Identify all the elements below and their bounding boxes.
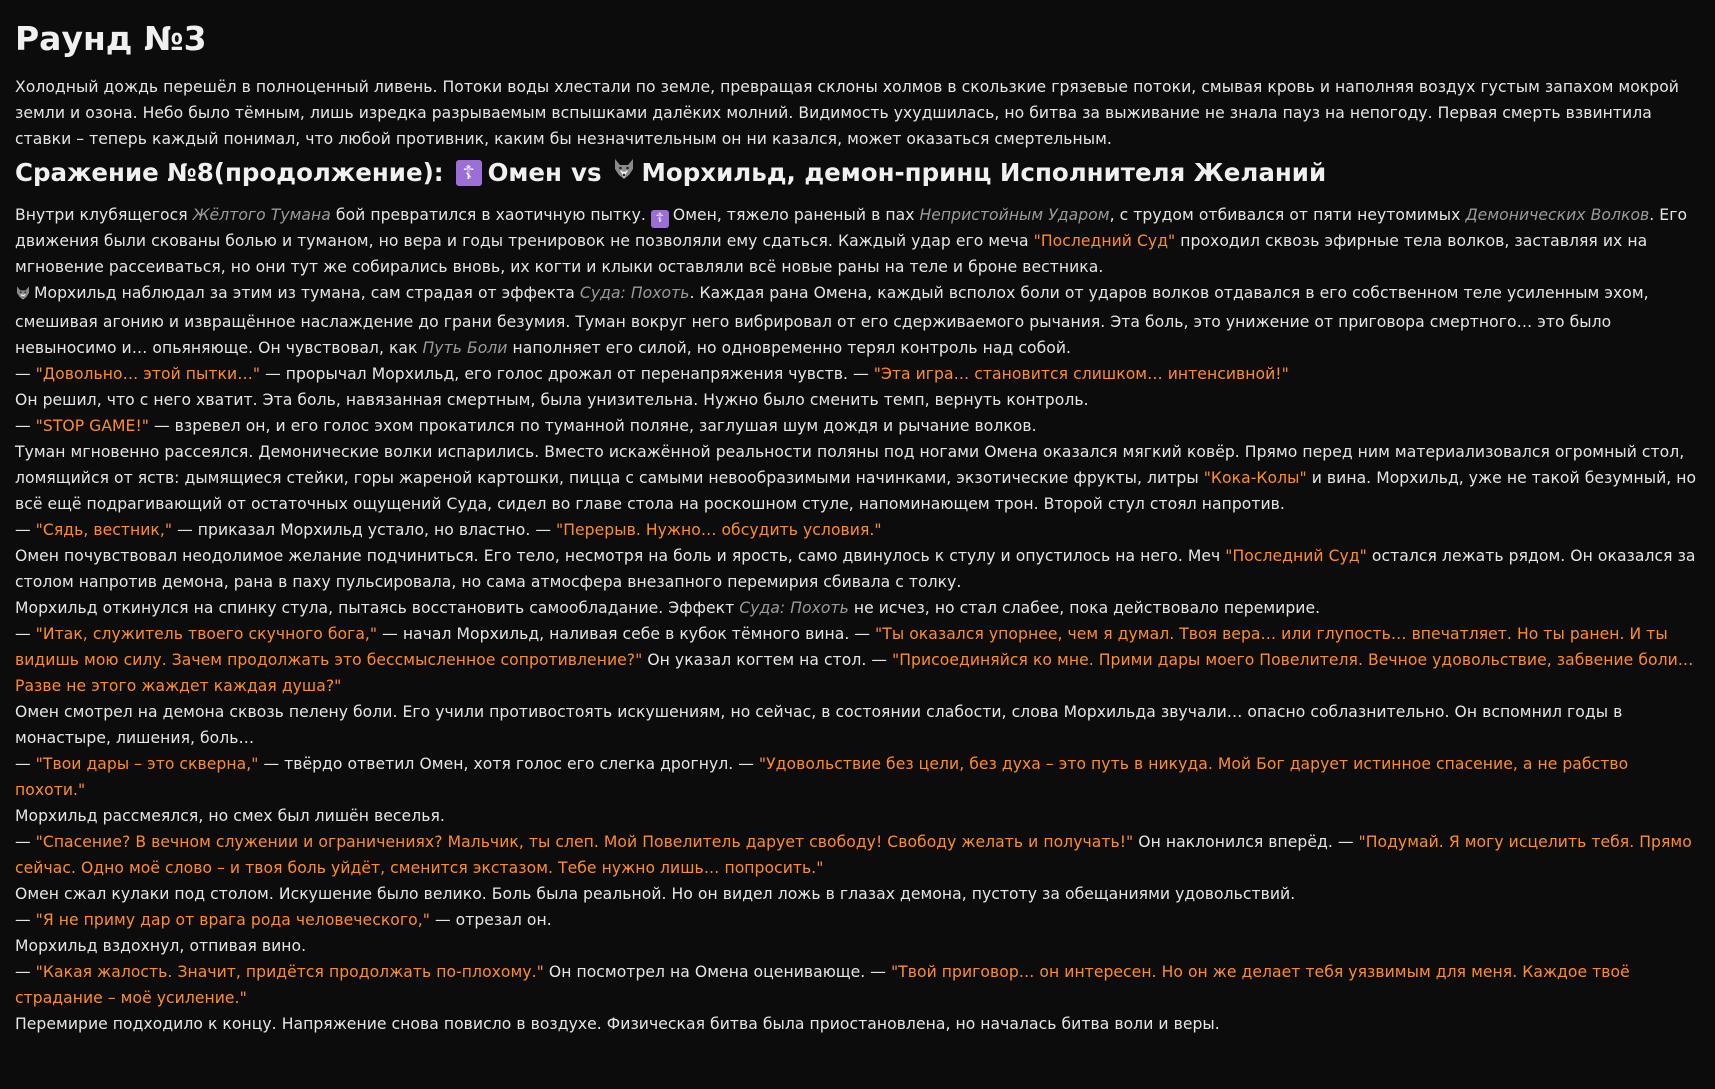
- dialogue-quote: "Эта игра… становится слишком… интенсивной!": [873, 365, 1289, 383]
- narration-text: Внутри клубящегося: [15, 206, 193, 224]
- dialogue-quote: "Ты оказался упорнее, чем я думал. Твоя вера… или глупость… впечатляет. Но ты ранен. И ты видишь мою силу. Зачем продолжать это бессмысленное сопротивление?": [15, 625, 1668, 669]
- story-paragraph: [15, 595, 1700, 621]
- narration-text: —: [15, 417, 36, 435]
- narration-text: —: [15, 521, 36, 539]
- narration-text: . Его движения были скованы болью и туманом, но вера и годы тренировок не позволяли ему сдаться. Каждый удар его меча: [15, 206, 1688, 250]
- narration-text: Морхильд откинулся на спинку стула, пытаясь восстановить самообладание. Эффект: [15, 599, 740, 617]
- dialogue-quote: "Довольно… этой пытки…": [35, 365, 261, 383]
- story-paragraph: [15, 829, 1700, 881]
- narration-text: бой превратился в хаотичную пытку.: [330, 206, 651, 224]
- narration-text: — взревел он, и его голос эхом прокатился по туманной поляне, заглушая шум дождя и рычание волков.: [148, 417, 1037, 435]
- intro-paragraph: Холодный дождь перешёл в полноценный ливень. Потоки воды хлестали по земле, превращая склоны холмов в скользкие грязевые потоки, смывая кровь и наполняя воздух густым запахом мокрой земли и озона. Небо было тёмным, лишь изредка разрываемым вспышками далёких молний. Видимость ухудшилась, но битва за выживание не знала пауз на непогоду. Первая смерть взвинтила ставки – теперь каждый понимал, что любой противник, каким бы незначительным он ни казался, может оказаться смертельным.: [15, 78, 1679, 148]
- narration-text: —: [15, 911, 36, 929]
- dialogue-quote: "Присоединяйся ко мне. Прими дары моего Повелителя. Вечное удовольствие, забвение боли… Разве не этого жаждет каждая душа?": [15, 651, 1694, 695]
- dialogue-quote: "Итак, служитель твоего скучного бога,": [35, 625, 378, 643]
- italic-term: Непристойным Ударом: [919, 206, 1110, 224]
- narration-text: — прорычал Морхильд, его голос дрожал от перенапряжения чувств. —: [260, 365, 874, 383]
- narration-text: Омен, тяжело раненый в пах: [672, 206, 920, 224]
- cross-icon: ☦: [651, 210, 669, 228]
- italic-term: Путь Боли: [422, 339, 508, 357]
- cross-icon: ☦: [456, 160, 482, 186]
- dialogue-quote: "Твой приговор… он интересен. Но он же делает тебя уязвимым для меня. Каждое твоё страдание – моё усиление.": [15, 963, 1630, 1007]
- narration-text: — твёрдо ответил Омен, хотя голос его слегка дрогнул. —: [258, 755, 759, 773]
- story-paragraph: [15, 881, 1700, 907]
- narration-text: —: [15, 625, 36, 643]
- narration-text: Омен сжал кулаки под столом. Искушение было велико. Боль была реальной. Но он видел ложь в глазах демона, пустоту за обещаниями удовольствий.: [15, 885, 1296, 903]
- narration-text: Морхильд вздохнул, отпивая вино.: [15, 937, 307, 955]
- narration-text: Он решил, что с него хватит. Эта боль, навязанная смертным, была унизительна. Нужно было сменить темп, вернуть контроль.: [15, 391, 1089, 409]
- story-paragraph: [15, 280, 1700, 361]
- story-paragraph: [15, 361, 1700, 387]
- story-paragraph: [15, 907, 1700, 933]
- story-paragraph: [15, 621, 1700, 699]
- narration-text: Он указал когтем на стол. —: [642, 651, 893, 669]
- story-paragraph: [15, 202, 1700, 280]
- narration-text: Омен почувствовал неодолимое желание подчиниться. Его тело, несмотря на боль и ярость, само двинулось к стулу и опустилось на него. Меч: [15, 547, 1226, 565]
- narration-text: Морхильд рассмеялся, но смех был лишён веселья.: [15, 807, 445, 825]
- story-paragraph: [15, 933, 1700, 959]
- dialogue-quote: "Спасение? В вечном служении и ограничениях? Мальчик, ты слеп. Мой Повелитель дарует свободу! Свободу желать и получать!": [35, 833, 1134, 851]
- dialogue-quote: "Последний Суд": [1033, 232, 1176, 250]
- dialogue-quote: "Какая жалость. Значит, придётся продолжать по-плохому.": [35, 963, 544, 981]
- dialogue-quote: "Сядь, вестник,": [35, 521, 173, 539]
- dialogue-quote: "STOP GAME!": [35, 417, 149, 435]
- dialogue-quote: "Я не приму дар от врага рода человеческого,": [35, 911, 430, 929]
- dialogue-quote: "Перерыв. Нужно… обсудить условия.": [556, 521, 882, 539]
- narration-text: остался лежать рядом. Он оказался за столом напротив демона, рана в паху пульсировала, но сама атмосфера внезапного перемирия сбивала с толку.: [15, 547, 1696, 591]
- narration-text: — начал Морхильд, наливая себе в кубок тёмного вина. —: [377, 625, 876, 643]
- story-paragraph: [15, 803, 1700, 829]
- italic-term: Демонических Волков: [1465, 206, 1650, 224]
- versus-label: vs: [570, 158, 602, 187]
- story-paragraph: [15, 387, 1700, 413]
- story-paragraph: [15, 699, 1700, 751]
- narration-text: и вина. Морхильд, уже не такой безумный, но всё ещё подрагивающий от остаточных ощущений Суда, сидел во главе стола на роскошном стуле, напоминающем трон. Второй стул стоял напротив.: [15, 469, 1697, 513]
- fighter-1-name: Омен: [487, 158, 562, 187]
- narration-text: — отрезал он.: [429, 911, 552, 929]
- dialogue-quote: "Последний Суд": [1225, 547, 1367, 565]
- narration-text: Морхильд наблюдал за этим из тумана, сам страдая от эффекта: [34, 284, 580, 302]
- story-paragraph: [15, 1011, 1700, 1037]
- narration-text: Туман мгновенно рассеялся. Демонические волки испарились. Вместо искажённой реальности поляны под ногами Омена оказался мягкий ковёр. Прямо перед ним материализовался огромный стол, ломящийся от яств: дымящиеся стейки, горы жареной картошки, пицца с самыми невообразимыми начинками, экзотические фрукты, литры: [15, 443, 1685, 487]
- narration-text: —: [15, 365, 36, 383]
- wolf-icon: [15, 283, 31, 309]
- wolf-icon: [612, 152, 636, 194]
- battle-title-prefix: Сражение №8(продолжение):: [15, 158, 444, 187]
- dialogue-quote: "Кока-Колы": [1203, 469, 1307, 487]
- narration-text: наполняет его силой, но одновременно терял контроль над собой.: [507, 339, 1072, 357]
- dialogue-quote: "Твои дары – это скверна,": [35, 755, 259, 773]
- fighter-2-name: Морхильд, демон-принц Исполнителя Желаний: [641, 158, 1327, 187]
- narration-text: . Каждая рана Омена, каждый всполох боли от ударов волков отдавался в его собственном теле усиленным эхом, смешивая агонию и извращённое наслаждение до грани безумия. Туман вокруг него вибрировал от его сдерживаемого рычания. Эта боль, это унижение от приговора смертного… это было невыносимо и… опьяняюще. Он чувствовал, как: [15, 284, 1649, 357]
- italic-term: Суда: Похоть: [739, 599, 849, 617]
- battle-text: [15, 202, 1700, 1037]
- narration-text: — приказал Морхильд устало, но властно. —: [172, 521, 557, 539]
- italic-term: Суда: Похоть: [579, 284, 690, 302]
- story-paragraph: [15, 517, 1700, 543]
- story-paragraph: [15, 959, 1700, 1011]
- story-paragraph: [15, 439, 1700, 517]
- narration-text: —: [15, 833, 36, 851]
- dialogue-quote: "Подумай. Я могу исцелить тебя. Прямо сейчас. Одно моё слово – и твоя боль уйдёт, сменится экстазом. Тебе нужно лишь… попросить.": [15, 833, 1692, 877]
- narration-text: не исчез, но стал слабее, пока действовало перемирие.: [848, 599, 1321, 617]
- narration-text: —: [15, 963, 36, 981]
- story-paragraph: [15, 543, 1700, 595]
- italic-term: Жёлтого Тумана: [192, 206, 331, 224]
- round-title: Раунд №3: [15, 19, 207, 58]
- narration-text: , с трудом отбивался от пяти неутомимых: [1109, 206, 1466, 224]
- narration-text: Он наклонился вперёд. —: [1133, 833, 1359, 851]
- story-paragraph: [15, 751, 1700, 803]
- narration-text: проходил сквозь эфирные тела волков, заставляя их на мгновение рассеиваться, но они тут же собирались вновь, их когти и клыки оставляли всё новые раны на теле и броне вестника.: [15, 232, 1648, 276]
- dialogue-quote: "Удовольствие без цели, без духа – это путь в никуда. Мой Бог дарует истинное спасение, а не рабство похоти.": [15, 755, 1629, 799]
- narration-text: Он посмотрел на Омена оценивающе. —: [543, 963, 891, 981]
- narration-text: —: [15, 755, 36, 773]
- narration-text: Омен смотрел на демона сквозь пелену боли. Его учили противостоять искушениям, но сейчас, в состоянии слабости, слова Морхильда звучали… опасно соблазнительно. Он вспомнил годы в монастыре, лишения, боль…: [15, 703, 1623, 747]
- battle-title: [15, 152, 1700, 194]
- story-paragraph: [15, 413, 1700, 439]
- narration-text: Перемирие подходило к концу. Напряжение снова повисло в воздухе. Физическая битва была приостановлена, но началась битва воли и веры.: [15, 1015, 1220, 1033]
